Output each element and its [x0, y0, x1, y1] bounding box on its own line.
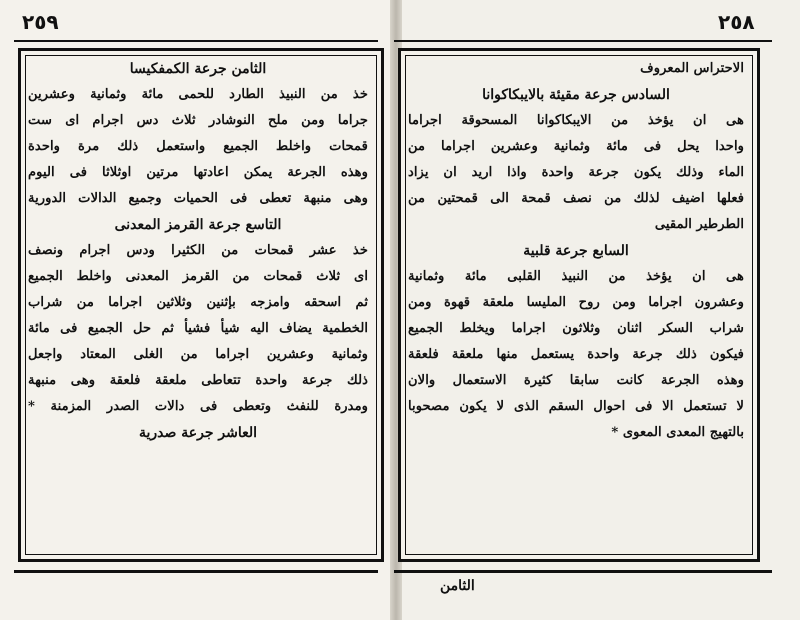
left-bottom-rule	[14, 570, 378, 573]
catchword: الثامن	[440, 578, 475, 594]
text-line: خذ من النبيذ الطارد للحمى مائة وثمانية وعشرين	[28, 87, 368, 102]
text-line: وعشرون اجراما ومن روح المليسا ملعقة قهوة ومن	[408, 295, 744, 310]
right-bottom-rule	[394, 570, 772, 573]
text-line: ومدرة للنفث وتعطى فى دالات الصدر المزمنة *	[28, 399, 368, 414]
text-line: الماء وذلك يكون جرعة واحدة واذا اريد ان يزاد	[408, 165, 744, 180]
left-page-text	[28, 56, 368, 446]
text-line: اى ثلاث قمحات من القرمز المعدنى واخلط الجميع	[28, 269, 368, 284]
text-line: وهى منبهة تعطى فى الحميات وجميع الدالات الدورية	[28, 191, 368, 206]
text-line: خذ عشر قمحات من الكثيرا ودس اجرام ونصف	[28, 243, 368, 258]
text-line: هى ان يؤخذ من النبيذ القلبى مائة وثمانية	[408, 269, 744, 284]
right-page-number: ٢٥٨	[718, 10, 755, 34]
section-heading: العاشر جرعة صدرية	[138, 425, 257, 441]
text-line: وهذه الجرعة كانت سابقا كثيرة الاستعمال والان	[408, 373, 744, 388]
text-line: بالتهيج المعدى المعوى *	[611, 425, 744, 440]
right-page-text	[408, 56, 744, 446]
section-heading: السادس جرعة مقيئة بالايبكاكوانا	[482, 87, 670, 103]
text-line: وثمانية وعشرين اجراما من الغلى المعتاد واجعل	[28, 347, 368, 362]
text-line: واحدا يحل فى مائة وثمانية وعشرين اجراما من	[408, 139, 744, 154]
text-line: قمحات واخلط الجميع واستعمل ذلك مرة واحدة	[28, 139, 368, 154]
text-line: فيكون ذلك جرعة واحدة يستعمل منها ملعقة فلعقة	[408, 347, 744, 362]
section-heading: الثامن جرعة الكمفكيسا	[129, 61, 267, 77]
section-heading: التاسع جرعة القرمز المعدنى	[114, 217, 282, 233]
right-top-rule	[394, 40, 772, 42]
text-line: الخطمية يضاف اليه شيأ فشيأ ثم حل الجميع فى مائة	[28, 321, 368, 336]
text-line: شراب السكر اثنان وثلاثون اجراما ويخلط الجميع	[408, 321, 744, 336]
text-line: وهذه الجرعة يمكن اعادتها مرتين اوثلاثا فى اليوم	[28, 165, 368, 180]
left-top-rule	[14, 40, 378, 42]
page-header-label: الاحتراس المعروف	[640, 61, 744, 76]
text-line: لا تستعمل الا فى احوال السقم الذى لا يكون مصحوبا	[408, 399, 744, 414]
text-line: ثم اسحقه وامزجه بإثنين وثلاثين اجراما من شراب	[28, 295, 368, 310]
text-line: فعلها اضيف لذلك من نصف قمحة الى قمحتين من	[408, 191, 744, 206]
text-line: هى ان يؤخذ من الايبكاكوانا المسحوقة اجراما	[408, 113, 744, 128]
text-line: ذلك جرعة واحدة تتعاطى ملعقة فلعقة وهى منبهة	[28, 373, 368, 388]
text-line: جراما ومن ملح النوشادر ثلاث دس اجرام اى ست	[28, 113, 368, 128]
left-page-number: ٢٥٩	[22, 10, 59, 34]
text-line: الطرطير المقيى	[654, 217, 744, 232]
section-heading: السابع جرعة قلبية	[523, 243, 629, 259]
